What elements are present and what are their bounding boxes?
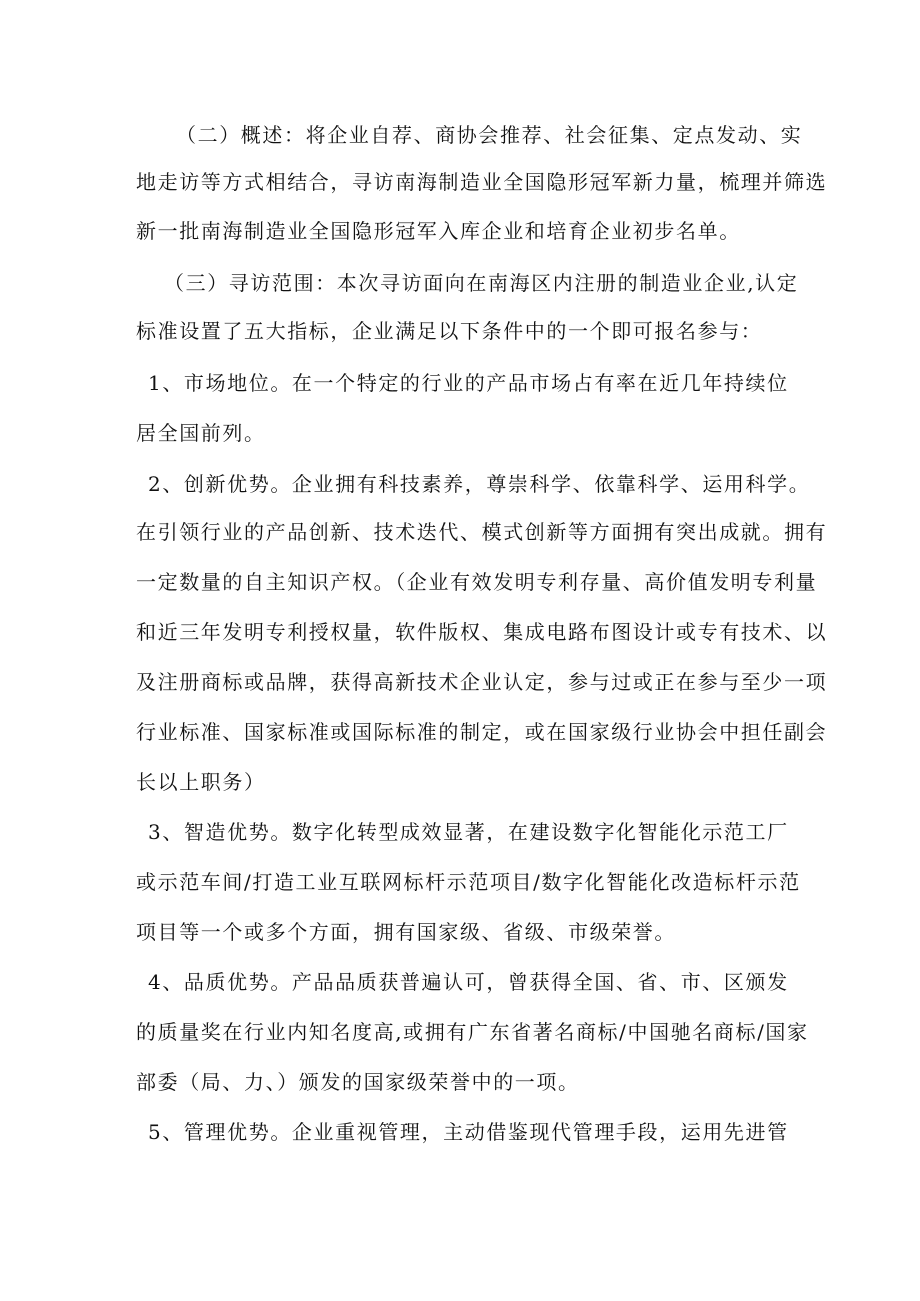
paragraph-scope-line-2: 标准设置了五大指标，企业满足以下条件中的一个即可报名参与： [136, 319, 763, 343]
criterion-5-line-1: 5、管理优势。企业重视管理，主动借鉴现代管理手段，运用先进管 [148, 1120, 789, 1144]
criterion-3-line-2: 或示范车间/打造工业互联网标杆示范项目/数字化智能化改造标杆示范 [136, 870, 801, 894]
criterion-2-line-1: 2、创新优势。企业拥有科技素养，尊崇科学、依靠科学、运用科学。 [148, 472, 811, 496]
criterion-3-line-3: 项目等一个或多个方面，拥有国家级、省级、市级荣誉。 [136, 920, 676, 944]
criterion-2-line-5: 及注册商标或品牌，获得高新技术企业认定，参与过或正在参与至少一项 [136, 670, 828, 694]
criterion-4-line-2: 的质量奖在行业内知名度高,或拥有广东省著名商标/中国驰名商标/国家 [136, 1020, 809, 1044]
criterion-4-line-3: 部委（局、力、）颁发的国家级荣誉中的一项。 [136, 1070, 580, 1094]
criterion-2-line-2: 在引领行业的产品创新、技术迭代、模式创新等方面拥有突出成就。拥有 [136, 520, 828, 544]
criterion-1-line-2: 居全国前列。 [136, 421, 266, 445]
criterion-1-line-1: 1、市场地位。在一个特定的行业的产品市场占有率在近几年持续位 [148, 371, 789, 395]
criterion-2-line-6: 行业标准、国家标准或国际标准的制定，或在国家级行业协会中担任副会 [136, 720, 828, 744]
paragraph-overview-line-1: （二）概述：将企业自荐、商协会推荐、社会征集、定点发动、实 [176, 123, 803, 147]
criterion-3-line-1: 3、智造优势。数字化转型成效显著，在建设数字化智能化示范工厂 [148, 820, 789, 844]
paragraph-overview-line-3: 新一批南海制造业全国隐形冠军入库企业和培育企业初步名单。 [136, 219, 741, 243]
criterion-4-line-1: 4、品质优势。产品品质获普遍认可，曾获得全国、省、市、区颁发 [148, 970, 789, 994]
paragraph-overview-line-2: 地走访等方式相结合，寻访南海制造业全国隐形冠军新力量，梳理并筛选 [136, 170, 828, 194]
criterion-2-line-3: 一定数量的自主知识产权。（企业有效发明专利存量、高价值发明专利量 [136, 570, 818, 594]
criterion-2-line-4: 和近三年发明专利授权量，软件版权、集成电路布图设计或专有技术、以 [136, 620, 828, 644]
criterion-2-line-7: 长以上职务） [136, 770, 266, 794]
paragraph-scope-line-1: （三）寻访范围：本次寻访面向在南海区内注册的制造业企业,认定 [164, 271, 799, 295]
